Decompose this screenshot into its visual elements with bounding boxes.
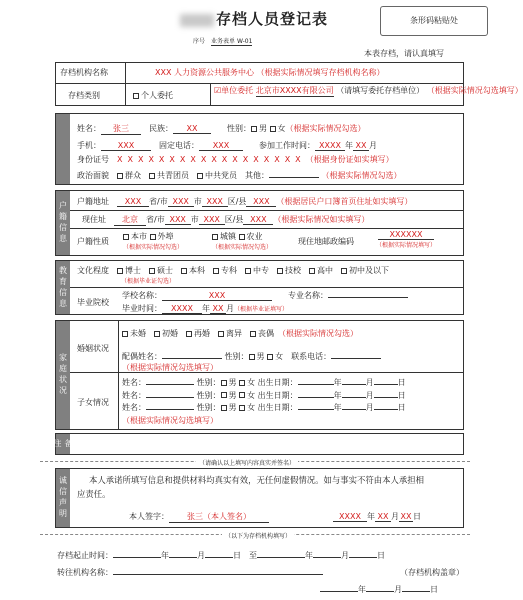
org-value[interactable]: XXX 人力资源公共服务中心 （根据实际情况填写存档机构名称） [155,68,385,77]
barcode-area: 条形码粘贴处 [380,6,488,36]
hukou-addr-row: 户籍地址 XXX 省/市 XXX 市 XXX 区/县 XXX （根据居民户口簿首页住址如实填写） [77,197,413,206]
signature-row[interactable]: 本人签字： 张三（本人签名） XXXX 年 XX 月 XX 日 [129,512,421,521]
seal-date-row: 年 月 日 [320,584,438,595]
name-row: 姓名： 张三 民族： XX 性别： 男 女（根据实际情况勾选） [77,124,366,133]
edu-side: 教育信息 [56,261,70,314]
nature-opt2[interactable]: 城镇 农业 （根据实际情况勾选） [212,232,273,251]
basic-side [56,114,70,184]
promise-text-1: 本人承诺所填写信息和提供材料均真实有效，无任何虚假情况。如与事实不符由本人承担相 [89,475,424,485]
nature-opt1[interactable]: 本市 外埠 （根据实际情况勾选） [123,232,184,251]
edu-level-row: 文化程度 博士 硕士 本科 专科 中专 技校 高中 初中及以下 （根据毕业证勾选） [77,266,389,285]
zip-label: 现住地邮政编码 [298,237,354,246]
marital-label: 婚姻状况 [77,344,109,353]
seal-label: （存档机构盖章） [400,568,464,577]
promise-side: 诚信声明 [56,469,70,527]
phone-row: 手机： XXX 固定电话： XXX 参加工作时间： XXXX 年 XX 月 [77,141,377,150]
family-side: 家庭状况 [56,321,70,429]
remark-table [55,433,464,455]
type-label: 存档类别 [68,91,100,100]
hukou-side: 户籍信息 [56,191,70,255]
school-name-row: 学校名称： XXX 专业名称： [122,290,408,301]
child-label: 子女情况 [77,398,109,407]
children-rows: 姓名： 性别： 男 女 出生日期： 年 月 日 姓名： 性别： 男 女 出生日期： 年 月 日 姓名： 性别： 男 女 出生日期： 年 月 日 （根据实际情况勾选填写） [122,378,406,425]
unit-option[interactable]: ☑单位委托 北京市XXXX有限公司 （请填写委托存档单位） （根据实际情况勾选填写） [214,86,523,95]
divider-1: （请确认以上填写内容真实并签名） [196,458,298,467]
archive-period-row[interactable]: 存档起止时间： 年 月 日 至 年 月 日 [57,551,385,560]
nature-label: 户籍性质 [77,237,109,246]
school-label: 毕业院校 [77,298,109,307]
personal-option[interactable]: 个人委托 [133,90,173,101]
promise-text-2: 应责任。 [77,489,111,499]
serial: 序号 业务表单 W-01 [193,38,253,45]
divider-2: （以下为存档机构填写） [222,531,294,540]
form-note: 本表存档，请认真填写 [364,49,444,58]
remark-side: 备注 [56,434,70,454]
transfer-org-row[interactable]: 转往机构名称： [57,567,323,578]
spouse-row: 配偶姓名： 性别： 男 女 联系电话： （根据实际情况勾选填写） [122,351,381,373]
live-addr-row: 现住址 北京 省/市 XXX 市 XXX 区/县 XXX （根据实际情况如实填写） [82,215,370,224]
marital-opts[interactable]: 未婚 初婚 再婚 离异 丧偶 （根据实际情况勾选） [122,328,358,339]
id-row: 身份证号 XXXXXXXXXXXXXXXXXX（根据身份证如实填写） [77,155,394,164]
zip-value[interactable]: XXXXXX （根据实际情况填写） [376,230,437,249]
blurred-logo [180,14,214,27]
org-label: 存档机构名称 [60,68,108,77]
political-row: 政治面貌 群众 共青团员 中共党员 其他： （根据实际情况勾选） [77,171,402,180]
grad-row: 毕业时间： XXXX 年 XX 月（根据毕业证填写） [122,304,289,313]
form-title: 存档人员登记表 [180,8,328,29]
